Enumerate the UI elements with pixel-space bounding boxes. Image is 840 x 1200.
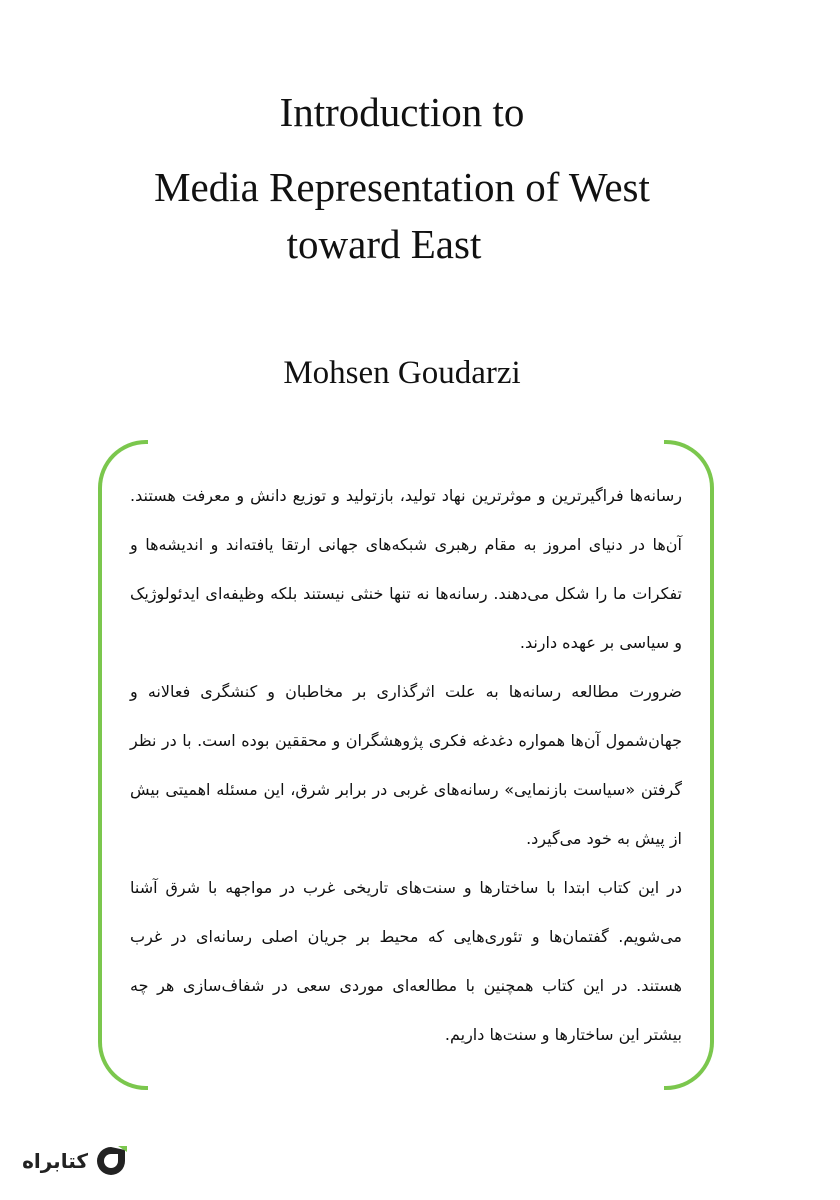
abstract-text bbox=[130, 471, 682, 1059]
title-line-1: Introduction to bbox=[279, 89, 525, 135]
author-name: Mohsen Goudarzi bbox=[283, 355, 521, 391]
logo-text: کتابراه bbox=[22, 1149, 88, 1173]
title-line-3: toward East bbox=[286, 221, 482, 267]
abstract-paragraph-2: ضرورت مطالعه رسانه‌ها به علت اثرگذاری بر مخاطبان و کنشگری فعالانه و جهان‌شمول آن‌ها همواره دغدغه فکری پژوهشگران و محققین بوده است. با در نظر گرفتن «سیاست بازنمایی» رسانه‌های غربی در برابر شرق، این مسئله اهمیتی بیش از پیش به خود می‌گیرد. bbox=[130, 682, 682, 848]
publisher-logo bbox=[18, 1138, 128, 1184]
logo-mark-icon bbox=[94, 1144, 128, 1178]
abstract-paragraph-3: در این کتاب ابتدا با ساختارها و سنت‌های تاریخی غرب در مواجهه با شرق آشنا می‌شویم. گفتمان‌ها و تئوری‌هایی که محیط بر جریان اصلی رسانه‌ای در غرب هستند. در این کتاب همچنین با مطالعه‌ای موردی سعی در شفاف‌سازی هر چه بیشتر این ساختارها و سنت‌ها داریم. bbox=[130, 878, 682, 1044]
title-line-2: Media Representation of West bbox=[154, 164, 650, 210]
abstract-paragraph-1: رسانه‌ها فراگیرترین و موثرترین نهاد تولید، بازتولید و توزیع دانش و معرفت هستند. آن‌ها در دنیای امروز به مقام رهبری شبکه‌های جهانی ارتقا یافته‌اند و اندیشه‌ها و تفکرات ما را شکل می‌دهند. رسانه‌ها نه تنها خنثی نیستند بلکه وظیفه‌ای ایدئولوژیک و سیاسی بر عهده دارند. bbox=[130, 486, 682, 652]
